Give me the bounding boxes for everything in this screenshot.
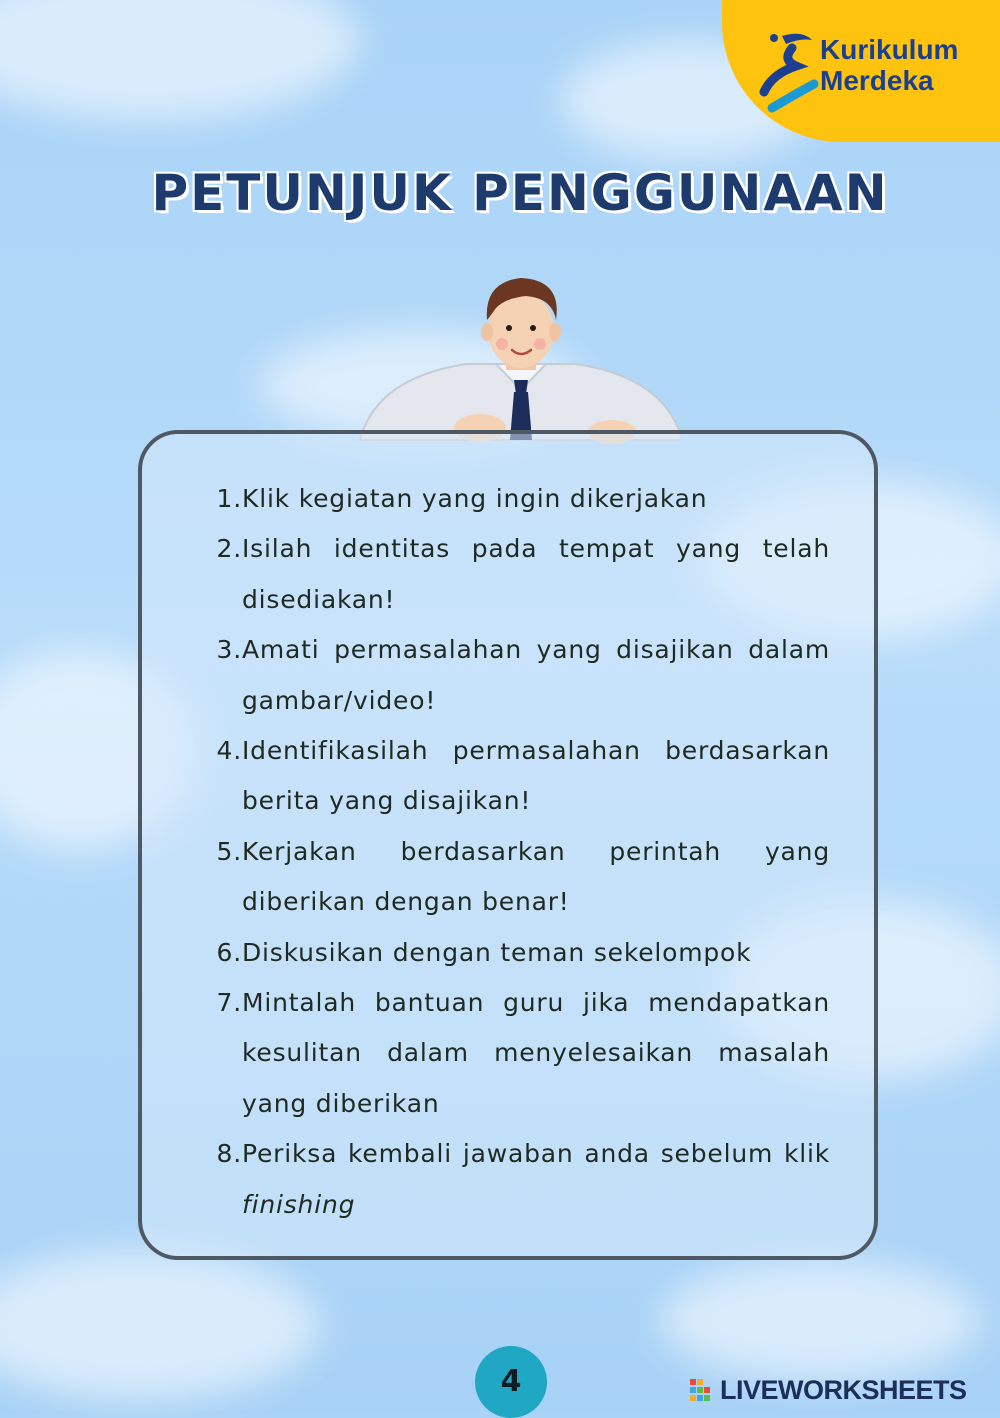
cloud	[660, 1260, 980, 1380]
badge-text	[820, 34, 958, 96]
badge-line-1: Kurikulum	[820, 34, 959, 65]
liveworksheets-logo-icon	[690, 1379, 716, 1401]
teacher-illustration	[356, 268, 686, 448]
step-text: Kerjakan berdasarkan perintah yang diberikan dengan benar!	[242, 836, 830, 917]
badge-line-2: Merdeka	[820, 65, 934, 96]
liveworksheets-brand	[690, 1376, 967, 1404]
step-number: 4.	[216, 736, 242, 766]
step-text	[242, 1129, 830, 1230]
list-item	[206, 978, 830, 1129]
step-text: Isilah identitas pada tempat yang telah disediakan!	[242, 534, 830, 614]
list-item	[206, 1129, 830, 1230]
kurikulum-merdeka-logo-icon	[752, 26, 822, 118]
step-number: 6.	[216, 937, 242, 967]
instructions-list	[206, 474, 830, 1230]
step-number: 2.	[216, 534, 242, 564]
list-item	[206, 726, 830, 827]
page-number: 4	[475, 1346, 547, 1418]
step-number: 8.	[216, 1139, 242, 1169]
step-text-main: Periksa kembali jawaban anda sebelum klik	[242, 1139, 830, 1169]
step-text: Identifikasilah permasalahan berdasarkan berita yang disajikan!	[242, 736, 830, 816]
list-item	[206, 474, 830, 524]
step-number: 1.	[216, 484, 242, 513]
list-item	[206, 625, 830, 726]
step-number: 7.	[216, 988, 242, 1018]
list-item	[206, 827, 830, 928]
cloud	[0, 1250, 320, 1400]
step-text: Diskusikan dengan teman sekelompok	[242, 937, 752, 967]
step-text: Amati permasalahan yang disajikan dalam gambar/video!	[242, 635, 830, 715]
step-number: 5.	[216, 836, 242, 866]
list-item	[206, 928, 830, 978]
list-item	[206, 524, 830, 625]
liveworksheets-text: LIVEWORKSHEETS	[720, 1374, 967, 1405]
page-title: PETUNJUK PENGGUNAAN	[151, 164, 889, 222]
step-text-italic: finishing	[242, 1189, 356, 1219]
step-text: Klik kegiatan yang ingin dikerjakan	[242, 484, 708, 513]
cloud	[0, 0, 360, 120]
step-number: 3.	[216, 635, 242, 665]
step-text: Mintalah bantuan guru jika mendapatkan kesulitan dalam menyelesaikan masalah yang diberikan	[242, 988, 830, 1118]
